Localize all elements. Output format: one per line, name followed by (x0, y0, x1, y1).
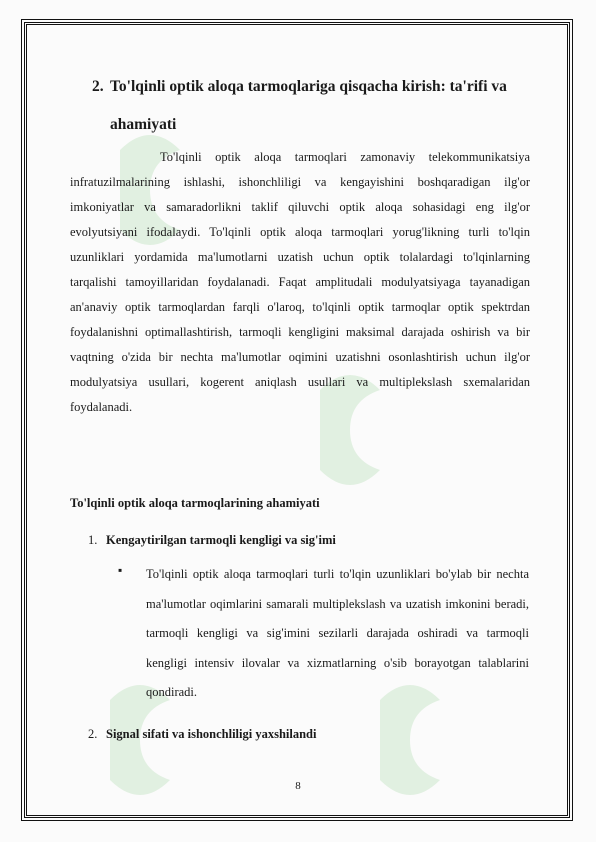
item-2-title: Signal sifati va ishonchliligi yaxshilandi (106, 727, 317, 741)
section-heading (92, 68, 532, 144)
bullet-marker: ▪ (118, 563, 123, 577)
numbered-item-1 (88, 533, 336, 548)
page-number: 8 (295, 780, 301, 792)
bullet-paragraph: To'lqinli optik aloqa tarmoqlari turli to'lqin uzunliklari bo'ylab bir nechta ma'lumotlar oqimlarini samarali multiplekslash va uzatish imkonini beradi, tarmoqli kengligi va sig'imini sezilarli darajada oshiradi va tarmoqli kengligi intensiv ilovalar va xizmatlarning o'sib borayotgan talablarini qondiradi. (146, 567, 529, 699)
subheading: To'lqinli optik aloqa tarmoqlarining ahamiyati (70, 496, 320, 510)
heading-line2: ahamiyati (110, 116, 177, 133)
item-1-number: 1. (88, 533, 98, 547)
heading-line1: To'lqinli optik aloqa tarmoqlariga qisqacha kirish: ta'rifi va (110, 78, 507, 95)
intro-paragraph: To'lqinli optik aloqa tarmoqlari zamonaviy telekommunikatsiya infratuzilmalarining ishlashi, ishonchliligi va kengayishini boshqaradigan ilg'or imkoniyatlar va samaradorlikni taklif qiluvchi optik aloqa sohasidagi eng ilg'or evolyutsiyani ifodalaydi. To'lqinli optik aloqa tarmoqlari yorug'likning turli to'lqin uzunliklari yordamida ma'lumotlarni uzatish uchun optik tolalardagi to'lqinlarning tarqalishi tamoyillaridan foydalanadi. Faqat amplitudali modulyatsiyaga tayanadigan an'anaviy optik tarmoqlardan farqli o'laroq, to'lqinli optik tarmoqlar optik spektrdan foydalanishni optimallashtirish, tarmoqli kengligini maksimal darajada oshirish va bir vaqtning o'zida bir nechta ma'lumotlar oqimini uzatishni osonlashtirish uchun ilg'or modulyatsiya usullari, kogerent aniqlash usullari va multiplekslash sxemalaridan foydalanadi. (70, 150, 530, 414)
heading-number: 2. (92, 78, 104, 95)
item-2-number: 2. (88, 727, 98, 741)
numbered-item-2 (88, 727, 316, 742)
item-1-title: Kengaytirilgan tarmoqli kengligi va sig'imi (106, 533, 336, 547)
